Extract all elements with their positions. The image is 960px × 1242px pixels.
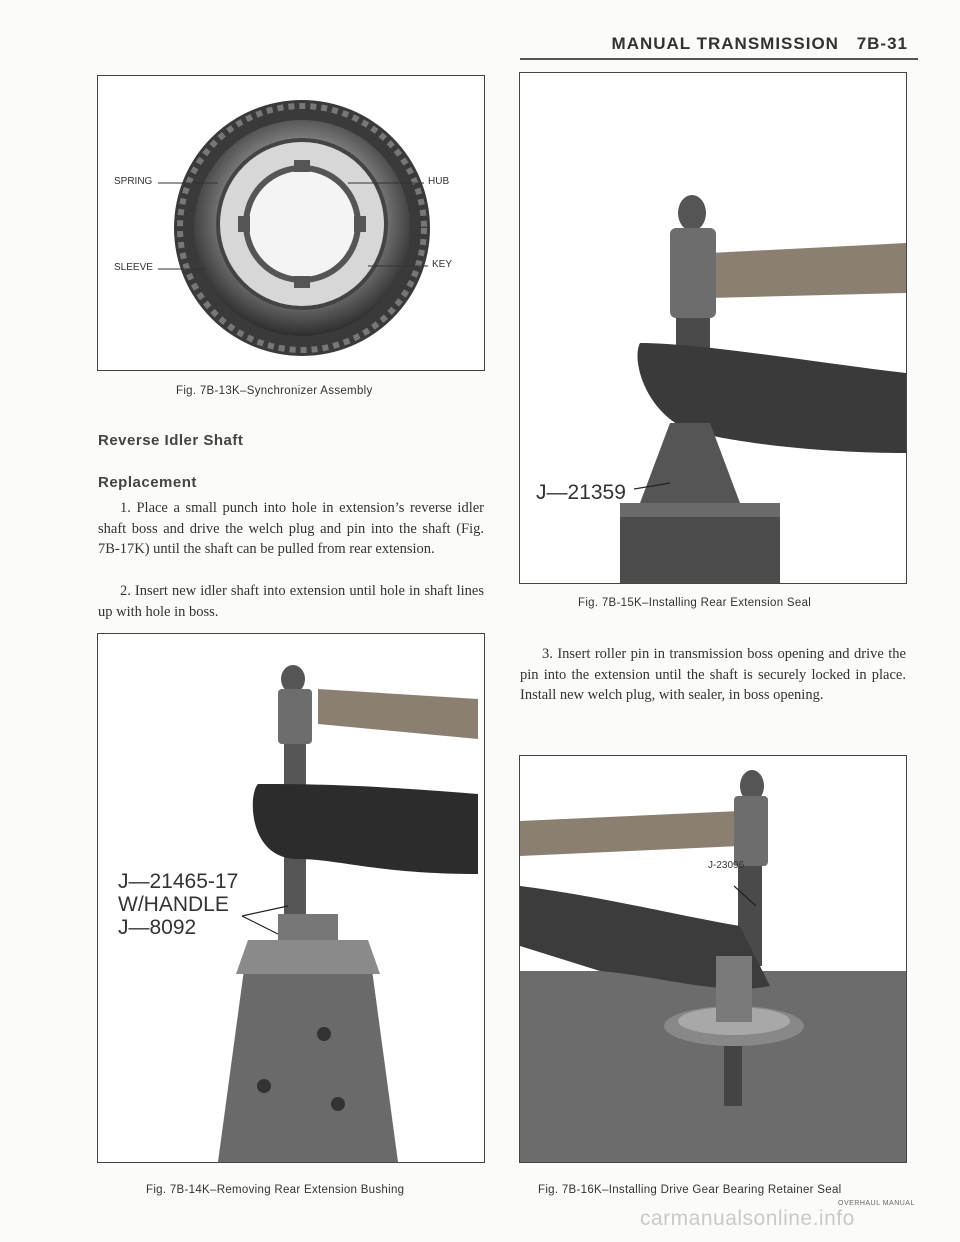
caption-fig16: Fig. 7B-16K–Installing Drive Gear Bearing Retainer Seal <box>538 1184 842 1196</box>
figure-installing-drive-gear-retainer-seal <box>519 755 907 1163</box>
rear-seal-photo <box>520 73 906 583</box>
overhaul-manual-mark: OVERHAUL MANUAL <box>838 1200 915 1207</box>
watermark: carmanualsonline.info <box>640 1207 855 1230</box>
figure-synchronizer-assembly <box>97 75 485 371</box>
label-tool-line1: J—21465-17 <box>118 870 239 893</box>
step-3: 3. Insert roller pin in transmission boss opening and drive the pin into the extension until the shaft is securely locked in place. Install new welch plug, with sealer, in boss opening. <box>520 646 906 703</box>
figure-installing-rear-extension-seal <box>519 72 907 584</box>
header-rule <box>520 58 918 60</box>
section-subheading: Replacement <box>98 474 197 491</box>
label-tool-line3: J—8092 <box>118 916 197 939</box>
section-title: MANUAL TRANSMISSION <box>611 34 839 53</box>
label-tool-line2: W/HANDLE <box>118 893 229 916</box>
label-tool-j21359: J—21359 <box>536 481 626 504</box>
label-sleeve: SLEEVE <box>114 262 153 273</box>
caption-fig13: Fig. 7B-13K–Synchronizer Assembly <box>176 385 373 397</box>
label-hub: HUB <box>428 176 450 187</box>
label-tool-j23096: J-23096 <box>708 860 745 871</box>
label-key: KEY <box>432 259 453 270</box>
caption-fig15: Fig. 7B-15K–Installing Rear Extension Seal <box>578 597 812 609</box>
caption-fig14: Fig. 7B-14K–Removing Rear Extension Bushing <box>146 1184 405 1196</box>
section-heading: Reverse Idler Shaft <box>98 432 244 449</box>
synchronizer-photo <box>98 76 484 370</box>
step-2: 2. Insert new idler shaft into extension until hole in shaft lines up with hole in boss. <box>98 583 484 620</box>
step-1: 1. Place a small punch into hole in extension’s reverse idler shaft boss and drive the welch plug and pin into the shaft (Fig. 7B-17K) until the shaft can be pulled from rear extension. <box>98 500 484 557</box>
page-number: 7B-31 <box>856 34 908 53</box>
figure-removing-rear-extension-bushing <box>97 633 485 1163</box>
label-tool-j21465 <box>118 870 238 939</box>
running-header <box>612 34 908 54</box>
retainer-seal-photo <box>520 756 906 1162</box>
label-spring: SPRING <box>114 176 153 187</box>
